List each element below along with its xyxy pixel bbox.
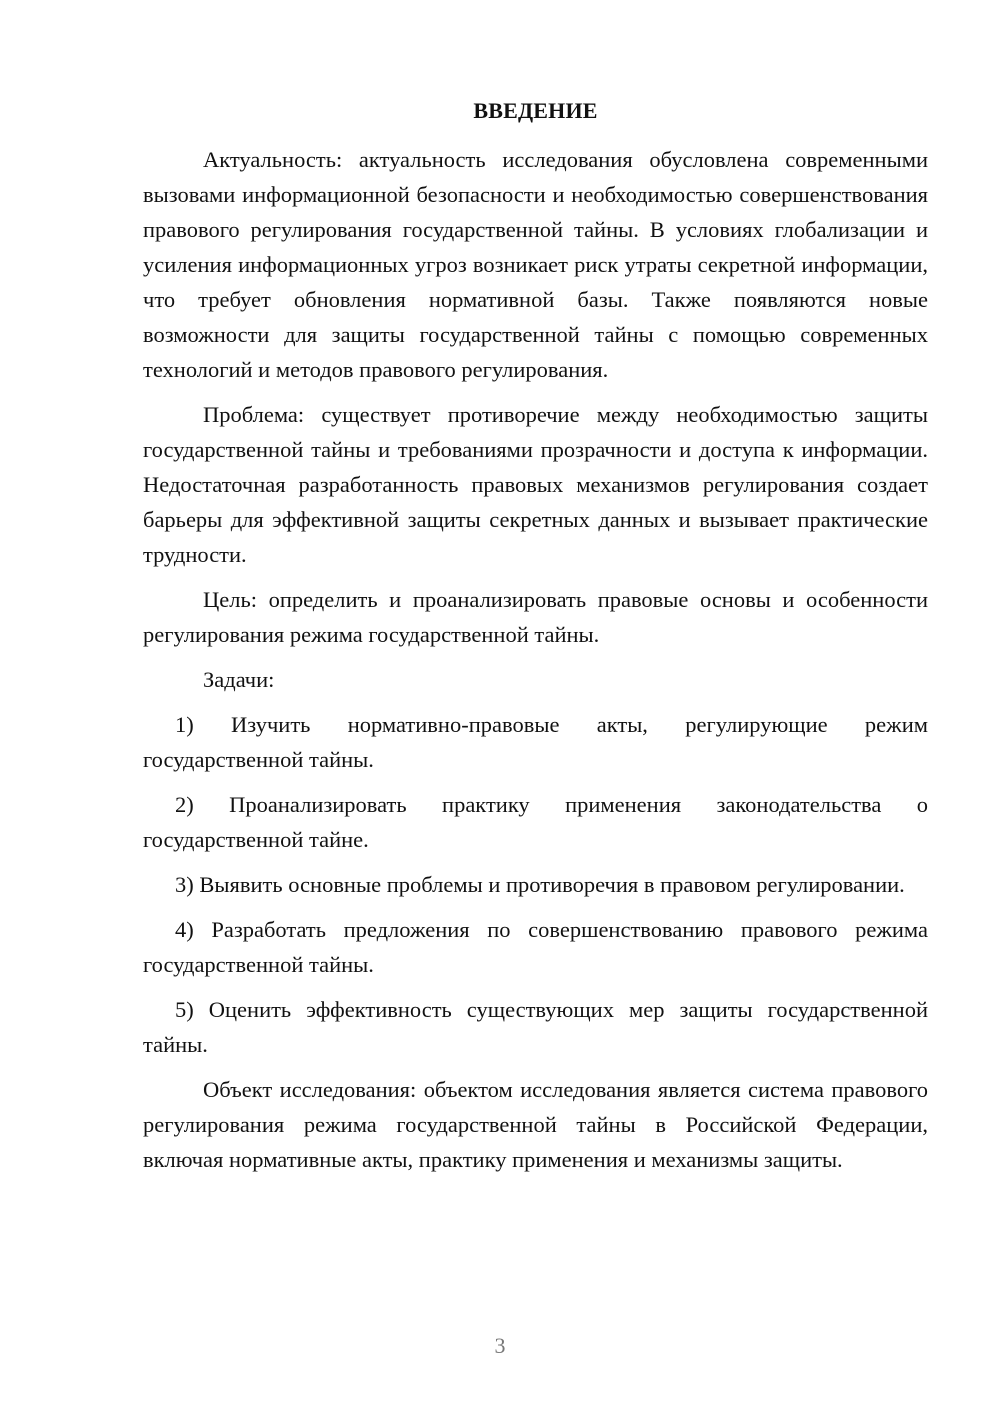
page-title: ВВЕДЕНИЕ bbox=[473, 98, 598, 123]
goal-paragraph: Цель: определить и проанализировать правовые основы и особенности регулирования режима государственной тайны. bbox=[143, 587, 928, 647]
list-item: 4) Разработать предложения по совершенствованию правового режима государственной тайны. bbox=[143, 917, 928, 977]
relevance-paragraph: Актуальность: актуальность исследования обусловлена современными вызовами информационной безопасности и необходимостью совершенствования правового регулирования государственной тайны. В условиях глобализации и усиления информационных угроз возникает риск утраты секретной информации, что требует обновления нормативной базы. Также появляются новые возможности для защиты государственной тайны с помощью современных технологий и методов правового регулирования. bbox=[143, 147, 928, 382]
page-number: 3 bbox=[494, 1333, 506, 1358]
object-paragraph: Объект исследования: объектом исследования является система правового регулирования режима государственной тайны в Российской Федерации, включая нормативные акты, практику применения и механизмы защиты. bbox=[143, 1077, 928, 1172]
tasks-list bbox=[143, 707, 928, 1062]
list-item: 5) Оценить эффективность существующих мер защиты государственной тайны. bbox=[143, 997, 928, 1057]
tasks-heading: Задачи: bbox=[203, 667, 275, 692]
list-item: 2) Проанализировать практику применения законодательства о государственной тайне. bbox=[143, 792, 928, 852]
list-item: 1) Изучить нормативно-правовые акты, регулирующие режим государственной тайны. bbox=[143, 712, 928, 772]
list-item: 3) Выявить основные проблемы и противоречия в правовом регулировании. bbox=[175, 872, 905, 897]
problem-paragraph: Проблема: существует противоречие между необходимостью защиты государственной тайны и требованиями прозрачности и доступа к информации. Недостаточная разработанность правовых механизмов регулирования создает барьеры для эффективной защиты секретных данных и вызывает практические трудности. bbox=[143, 402, 928, 567]
document-body bbox=[143, 142, 928, 1187]
